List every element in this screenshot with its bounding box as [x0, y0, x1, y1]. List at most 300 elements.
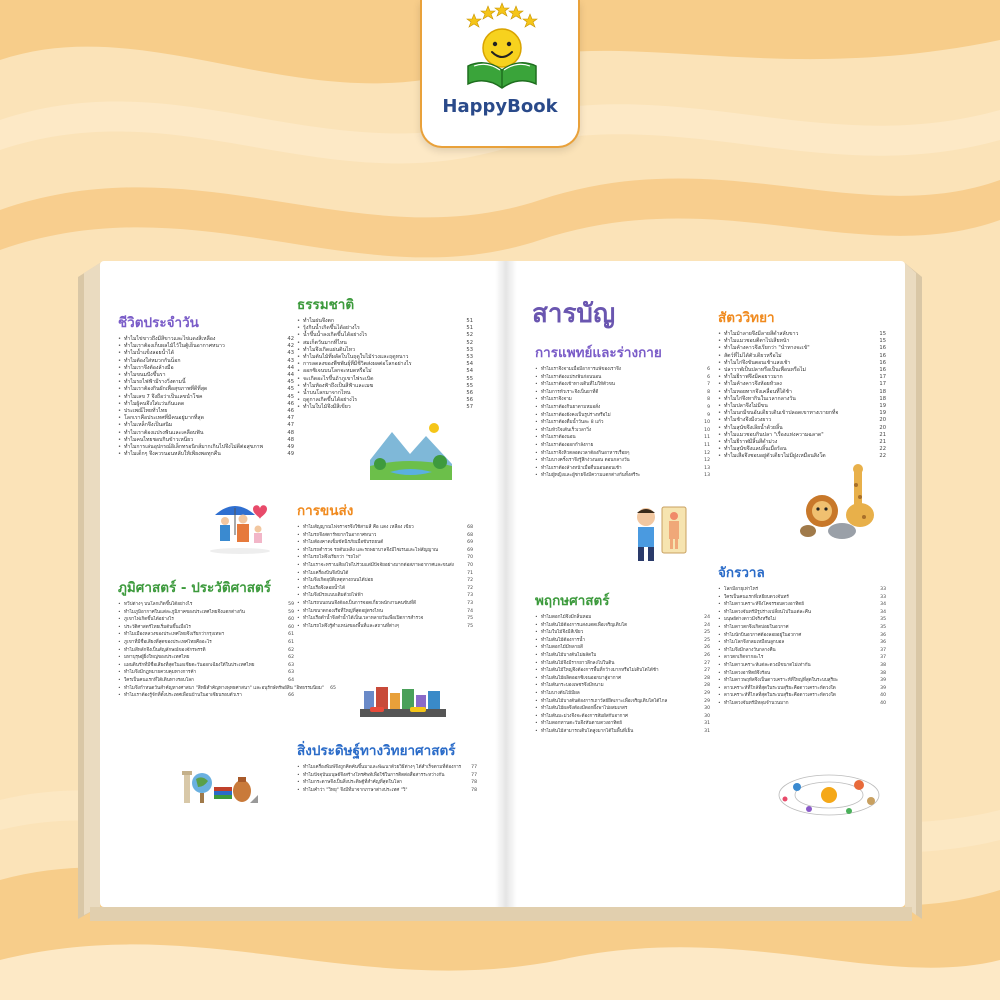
toc-page-number: 21: [879, 439, 886, 446]
toc-page-number: 45: [287, 379, 294, 386]
family-illustration: [205, 495, 275, 559]
toc-page-number: 35: [880, 617, 886, 623]
toc-page-number: 10: [704, 420, 710, 426]
toc-entry-title: ทำไมเราต้องนอน: [541, 435, 576, 441]
toc-entry: [118, 669, 294, 677]
toc-entry-title: ทำไมเราต้องรู้จักที่ตั้งประเทศเพื่อนบ้านในอาเซียนรอบตัวเรา: [124, 693, 242, 699]
bullet-icon: •: [718, 587, 721, 592]
toc-page-number: 66: [288, 693, 294, 699]
toc-entry-title: ทำไมใบไม้จึงมีสีเขียว: [303, 404, 351, 411]
toc-entry: [535, 396, 710, 404]
section-title: พฤกษศาสตร์: [535, 593, 610, 609]
toc-entry-title: ทำไมเราจึงจาม: [541, 397, 572, 403]
bullet-icon: •: [718, 431, 722, 438]
toc-entry: [118, 609, 294, 617]
bullet-icon: •: [118, 602, 121, 607]
toc-page-number: 36: [880, 632, 886, 638]
toc-page-number: 29: [704, 698, 710, 704]
bullet-icon: •: [297, 339, 301, 346]
toc-page-number: 68: [467, 532, 473, 538]
section-nature: [297, 297, 473, 412]
bullet-icon: •: [718, 640, 721, 646]
toc-entry-title: ฤดูกาลเกิดขึ้นได้อย่างไร: [303, 397, 358, 404]
toc-entry-title: น้ำบนโลกมาจากไหน: [303, 390, 351, 397]
toc-entry: [297, 532, 473, 540]
toc-entry: [718, 586, 886, 594]
toc-entry-title: ทำไมม้าลายจึงมีลายสีดำสลับขาว: [724, 331, 799, 337]
toc-page-number: 31: [704, 721, 710, 727]
bullet-icon: •: [718, 395, 722, 402]
bullet-icon: •: [718, 374, 722, 381]
toc-page-number: 64: [288, 677, 294, 683]
toc-entry: [718, 353, 886, 360]
toc-entry-title: ทำไมรถจึงสตาร์ทยากในอากาศหนาว: [303, 532, 377, 538]
toc-entry-title: ทำไมขนาดกองเรือที่ใหญ่ที่สุดอยู่ตรงไหน: [303, 608, 384, 614]
toc-entry: [535, 450, 710, 458]
toc-entry-title: ทำไมไก่จึงหากินในเวลากลางวัน: [724, 395, 796, 402]
toc-page-number: 24: [704, 622, 710, 628]
bullet-icon: •: [718, 655, 721, 661]
toc-entry: [118, 692, 294, 700]
bullet-icon: •: [718, 602, 721, 608]
toc-page-number: 47: [287, 415, 294, 422]
toc-entry-title: ทำไมท้องฟ้าถึงเป็นสีฟ้าและเมฆ: [303, 382, 374, 389]
toc-entry-title: ทำไมรถไฟฟ้ามีรางวิ่งตามนี้: [124, 379, 186, 386]
toc-entry: [118, 451, 294, 458]
bullet-icon: •: [297, 772, 300, 778]
toc-page-number: 18: [879, 395, 886, 402]
toc-page-number: 77: [471, 772, 477, 778]
toc-entry-title: ทำไมจึงเกิดอุบัติเหตุทางถนนได้บ่อย: [303, 578, 374, 584]
toc-page-number: 44: [287, 364, 294, 371]
toc-entry-title: ทำไมต้องใส่หมวกกันน็อก: [124, 357, 181, 364]
bullet-icon: •: [297, 555, 300, 561]
toc-entry-title: ทำไมจึงกำหนดวันสำคัญทางศาสนา "สิทธิสำคัญทางพุทธศาสนา" และอนุรักษ์ทรัพย์สิน "อิทธรรมนิยม": [124, 685, 324, 691]
bullet-icon: •: [535, 458, 538, 464]
toc-entry: [297, 570, 473, 578]
toc-entry: [297, 383, 473, 390]
toc-page-number: 42: [287, 343, 294, 350]
toc-entry: [718, 396, 886, 403]
bullet-icon: •: [118, 429, 122, 436]
toc-page-number: 59: [288, 602, 294, 607]
toc-entry: [118, 437, 294, 444]
bullet-icon: •: [297, 382, 301, 389]
toc-entry: [718, 417, 886, 424]
toc-entry-title: ทำไมจึงเกิดแผ่นดินไหว: [303, 346, 356, 353]
bullet-icon: •: [535, 660, 538, 666]
toc-entry-title: ทำไมต้นไม้บางต้นต้องการเถาวัลย์ยึดเกาะเพื่อเจริญเติบโตได้ไกล: [541, 698, 668, 704]
toc-entry-title: รุ้งกินน้ำเกิดขึ้นได้อย่างไร: [303, 325, 360, 332]
toc-page-number: 48: [287, 436, 294, 443]
toc-entry-title: ทำไมคนไทยชอบกินข้าวเหนียว: [124, 436, 194, 443]
bullet-icon: •: [718, 685, 721, 691]
toc-page-number: 54: [466, 368, 473, 375]
toc-entry: [718, 360, 886, 367]
toc-entry: [118, 430, 294, 437]
section-title: ธรรมชาติ: [297, 297, 355, 313]
bullet-icon: •: [118, 624, 121, 630]
toc-entry-title: ทำไมสีหลักจึงเป็นสัญลักษณ์ของจักรพรรดิ: [124, 647, 206, 653]
toc-page-number: 77: [471, 765, 477, 770]
bullet-icon: •: [118, 677, 121, 683]
toc-entry-title: ทำไมขนมปังขึ้นรา: [124, 372, 166, 379]
toc-entry: [535, 442, 710, 450]
toc-page-number: 22: [879, 446, 886, 453]
bullet-icon: •: [718, 403, 722, 410]
bullet-icon: •: [718, 624, 721, 630]
toc-entry-title: การลดลงของพืชพันธุ์ที่มีชีวิตส่งผลต่อโลกอย่างไร: [303, 361, 412, 368]
toc-page-number: 34: [880, 602, 886, 608]
toc-entry-title: ทำไมดาวเคราะห์แต่ละดวงมีขนาดไม่เท่ากัน: [724, 662, 811, 668]
toc-page-number: 20: [879, 417, 886, 424]
toc-entry-title: แผนดินรักที่มีชื่อเสียงที่สุดในเอเชียตะวันออกเฉียงใต้ในประเทศไทย: [124, 662, 255, 668]
bullet-icon: •: [718, 446, 722, 453]
toc-entry: [535, 472, 710, 480]
bullet-icon: •: [718, 388, 722, 395]
toc-page-number: 73: [467, 600, 473, 606]
toc-entry: [118, 350, 294, 357]
toc-page-number: 19: [879, 403, 886, 410]
toc-entry-title: ทำไมเราต้องออกกำลังกาย: [541, 442, 594, 448]
toc-page-number: 63: [288, 670, 294, 676]
bullet-icon: •: [718, 352, 722, 359]
toc-entry-title: ทำไมรถไฟจึงรู้ตำแหน่งของพื้นที่และสถานที่ต่างๆ: [303, 623, 400, 629]
toc-entry: [118, 654, 294, 662]
toc-entry: [297, 539, 473, 547]
section-title: การแพทย์และร่างกาย: [535, 345, 662, 361]
toc-entry-title: ทำไมโลกจึงกลมเหมือนลูกบอล: [724, 640, 785, 646]
bullet-icon: •: [297, 532, 300, 538]
toc-page-number: 59: [288, 609, 294, 615]
bullet-icon: •: [535, 412, 538, 418]
history-objects-illustration: [180, 765, 260, 811]
toc-entry-title: ทำไมเครื่องพิมพ์จึงถูกคิดค้นขึ้นมาและพัฒนาด้วยวิธีต่างๆ ได้สำเร็จตามที่ต้องการ: [303, 765, 462, 770]
section-title: สัตววิทยา: [718, 310, 775, 326]
toc-entry: [718, 389, 886, 396]
toc-entry: [535, 404, 710, 412]
bullet-icon: •: [118, 415, 122, 422]
toc-page-number: 38: [880, 662, 886, 668]
toc-page-number: 55: [466, 375, 473, 382]
toc-entry-title: ทำไมเราต้องล้างหน้าเมื่อตื่นนอนตอนเช้า: [541, 465, 622, 471]
toc-page-number: 71: [467, 570, 473, 576]
toc-entry-title: ทำไมจึงมีรถแบบเติมด้วยไฟฟ้า: [303, 593, 364, 599]
toc-entry: [297, 592, 473, 600]
toc-entry-title: ทำไมต้นไม้ผลจึงต้องมีดอกผึ้งพาไปผสมเกสร: [541, 706, 628, 712]
bullet-icon: •: [118, 343, 122, 350]
toc-entry-title: ทำไมดวงอาทิตย์จึงร้อน: [724, 670, 771, 676]
bullet-icon: •: [718, 700, 721, 706]
toc-page-number: 54: [466, 361, 473, 368]
bullet-icon: •: [297, 623, 300, 629]
toc-entry-title: สัตว์ที่ไม่ได้ตัวเดียวหรือไม่: [724, 352, 782, 359]
toc-page-number: 37: [880, 655, 886, 661]
toc-entry: [535, 690, 710, 698]
toc-page-number: 62: [288, 647, 294, 653]
section-title: ชีวิตประจำวัน: [118, 315, 199, 331]
toc-page-number: 61: [288, 639, 294, 645]
toc-page-number: 40: [880, 700, 886, 706]
bullet-icon: •: [718, 662, 721, 668]
toc-list: [297, 318, 473, 412]
bullet-icon: •: [297, 608, 300, 614]
toc-page-number: 65: [330, 685, 336, 691]
toc-page-number: 25: [704, 637, 710, 643]
happybook-logo-icon: [422, 0, 582, 96]
bullet-icon: •: [535, 668, 538, 674]
toc-entry: [297, 585, 473, 593]
toc-entry: [297, 623, 473, 631]
toc-page-number: 47: [287, 422, 294, 429]
toc-page-number: 35: [880, 624, 886, 630]
toc-entry-title: ทำไมดอกทานตะวันจึงหันตามดวงอาทิตย์: [541, 721, 622, 727]
toc-page-number: 70: [467, 562, 473, 568]
toc-page-number: 53: [466, 354, 473, 361]
bullet-icon: •: [297, 562, 300, 568]
toc-page-number: 39: [880, 678, 886, 684]
toc-entry: [297, 368, 473, 375]
toc-entry: [297, 554, 473, 562]
toc-entry-title: ทำไมต้นไม้ต้องการน้ำ: [541, 637, 585, 643]
toc-page-number: 9: [707, 404, 710, 410]
bullet-icon: •: [297, 354, 301, 361]
toc-page-number: 26: [704, 645, 710, 651]
toc-page-number: 57: [466, 404, 473, 411]
brand-logo-card: [420, 0, 580, 148]
bullet-icon: •: [535, 622, 538, 628]
toc-page-number: 16: [879, 367, 886, 374]
toc-entry-title: ทำไมดาวตกจึงเกิดบ่อยในอวกาศ: [724, 624, 789, 630]
toc-entry-title: ทำไมเหล็กจึงเป็นสนิม: [124, 422, 173, 429]
bullet-icon: •: [718, 359, 722, 366]
bullet-icon: •: [535, 630, 538, 636]
bullet-icon: •: [297, 600, 300, 606]
toc-entry: [297, 577, 473, 585]
toc-entry-title: มหาบุรุษผู้ยิ่งใหญ่ของประเทศไทย: [124, 655, 190, 661]
toc-entry-title: จะเกิดอะไรขึ้นถ้าภูเขาไฟระเบิด: [303, 375, 374, 382]
bullet-icon: •: [718, 417, 722, 424]
toc-page-number: 6: [707, 374, 710, 380]
toc-entry: [718, 432, 886, 439]
toc-entry: [535, 713, 710, 721]
toc-entry-title: ทำไมใบไม้จึงมีสีเขียว: [541, 630, 584, 636]
section-medical-body: [535, 345, 710, 480]
toc-list: [297, 764, 477, 794]
bullet-icon: •: [297, 570, 300, 576]
toc-list: [118, 336, 294, 458]
toc-page-number: 39: [880, 685, 886, 691]
bullet-icon: •: [535, 645, 538, 651]
section-transport: [297, 503, 473, 630]
toc-entry-title: ทำไมสุนัขจึงเลียน้ำด้วยลิ้น: [724, 424, 783, 431]
bullet-icon: •: [718, 670, 721, 676]
toc-entry-title: ทวีปต่างๆ บนโลกเกิดขึ้นได้อย่างไร: [124, 602, 193, 607]
toc-entry-title: ทำไมยีราฟจึงมีคอยาวมาก: [724, 374, 783, 381]
bullet-icon: •: [297, 540, 300, 546]
toc-page-number: 51: [466, 325, 473, 332]
toc-page-number: 42: [287, 336, 294, 342]
toc-list: [718, 586, 886, 708]
toc-entry: [118, 631, 294, 639]
bullet-icon: •: [118, 617, 121, 623]
toc-entry-title: ทำไมช้างจึงมีงวงยาว: [724, 417, 772, 424]
bullet-icon: •: [718, 617, 721, 623]
toc-page-number: 34: [880, 609, 886, 615]
toc-entry-title: ทำไมหอยทากจึงเคลื่อนที่ได้ช้า: [724, 388, 792, 395]
open-book: [70, 255, 930, 923]
toc-entry-title: ทำไมกระดาษจึงเป็นสิ่งประดิษฐ์ที่สำคัญที่สุดในโลก: [303, 780, 402, 786]
toc-entry-title: ทำไมต้นไม้สามารถเติบโตสูงมากได้ในพื้นที่เย็น: [541, 728, 634, 734]
toc-entry: [718, 685, 886, 693]
toc-entry: [535, 705, 710, 713]
toc-entry: [535, 682, 710, 690]
toc-entry-title: ทำไมค้างคาวจึงห้อยหัวลง: [724, 381, 782, 388]
toc-page-number: 46: [287, 408, 294, 415]
toc-entry-title: ทำไมเราต้องยังคงเป็นรูปร่างหรือไม่: [541, 412, 611, 418]
toc-entry-title: ทำไมไข่ขาวถึงมีสีขาวและไข่แดงสีเหลือง: [124, 336, 216, 342]
toc-page-number: 75: [467, 616, 473, 622]
toc-entry: [297, 562, 473, 570]
toc-page-number: 18: [879, 388, 886, 395]
toc-page-number: 33: [880, 587, 886, 592]
toc-page-number: 7: [707, 382, 710, 388]
bullet-icon: •: [718, 594, 721, 600]
nature-landscape-illustration: [370, 420, 452, 484]
toc-page-number: 49: [287, 451, 294, 458]
toc-page-number: 72: [467, 578, 473, 584]
solar-system-illustration: [775, 765, 883, 827]
toc-entry-title: ดาวเคราะห์ที่ไกลที่สุดในระบบสุริยะคือดาวเคราะห์ดวงใด: [724, 693, 836, 699]
bullet-icon: •: [118, 422, 122, 429]
toc-entry: [297, 524, 473, 532]
toc-entry-title: ทำไมนกมีขนอันเดียวเดินเข้าปลอดเขาทางเรายกที่จ: [724, 410, 839, 417]
toc-page-number: 43: [287, 357, 294, 364]
city-traffic-illustration: [360, 687, 446, 721]
bullet-icon: •: [297, 361, 301, 368]
toc-entry-title: ทำไมนักบินอวกาศต้องลอยอยู่ในอวกาศ: [724, 632, 802, 638]
toc-entry-title: ทำไมน้ำแข็งลอยน้ำได้: [124, 350, 175, 357]
toc-page-number: 43: [287, 350, 294, 357]
toc-entry-title: ทำไมต้นไม้จึงมีรากยาวลึกลงไปในดิน: [541, 660, 615, 666]
toc-entry: [297, 600, 473, 608]
toc-page-number: 37: [880, 647, 886, 653]
toc-entry-title: ทำไมเรือดำน้ำจึงดำน้ำได้เป็นเวลาหลายวันเพื่อเปิดการสำรวจ: [303, 616, 424, 622]
toc-entry: [535, 720, 710, 728]
bullet-icon: •: [118, 685, 121, 691]
toc-page-number: 73: [467, 593, 473, 599]
toc-entry: [297, 347, 473, 354]
toc-entry: [718, 647, 886, 655]
toc-page-number: 70: [467, 555, 473, 561]
toc-page-number: 45: [287, 386, 294, 393]
book-gutter: [495, 261, 517, 907]
toc-entry-title: ออกซิเจนบนโลกจะหมดหรือไม่: [303, 368, 372, 375]
bullet-icon: •: [297, 616, 300, 622]
bullet-icon: •: [297, 525, 300, 530]
toc-page-number: 61: [288, 632, 294, 638]
toc-entry-title: ทำไมต้นไม้ใหญ่จึงต้องการพื้นที่กว้างมากหรือไม่เติบโตได้ช้า: [541, 668, 659, 674]
toc-page-number: 24: [704, 615, 710, 620]
toc-page-number: 25: [704, 630, 710, 636]
bullet-icon: •: [535, 389, 538, 395]
toc-entry-title: ทำไมฝนจึงตก: [303, 318, 335, 324]
toc-entry-title: ดาวเคราะห์ที่ใกล้ที่สุดในระบบสุริยะคือดาวเคราะห์ดวงใด: [724, 685, 836, 691]
bullet-icon: •: [297, 578, 300, 584]
bullet-icon: •: [118, 436, 122, 443]
toc-entry-title: ทำไมดอกไม้จึงมีกลิ่นหอม: [541, 615, 592, 620]
toc-entry-title: ทำไมแมวชอบตีตาไปเสียหน้า: [724, 338, 790, 345]
toc-entry: [118, 616, 294, 624]
toc-entry: [535, 675, 710, 683]
bullet-icon: •: [118, 693, 121, 699]
bullet-icon: •: [718, 609, 721, 615]
toc-entry: [535, 412, 710, 420]
bullet-icon: •: [535, 675, 538, 681]
toc-entry-title: ทำไมการเล่นอุปกรณ์อิเล็กทรอนิกส์มากเกินไปจึงไม่ดีต่อสุขภาพ: [124, 444, 263, 451]
toc-entry: [718, 453, 886, 460]
section-botany: [535, 593, 710, 736]
bullet-icon: •: [535, 435, 538, 441]
toc-page-number: 33: [880, 594, 886, 600]
bullet-icon: •: [535, 652, 538, 658]
toc-entry: [118, 358, 294, 365]
bullet-icon: •: [535, 367, 538, 372]
bullet-icon: •: [535, 683, 538, 689]
toc-entry: [118, 677, 294, 685]
toc-page-number: 78: [471, 787, 477, 793]
bullet-icon: •: [718, 678, 721, 684]
toc-list: [535, 366, 710, 480]
toc-entry: [535, 644, 710, 652]
toc-entry-title: สมเก็ตวันมากที่ไหน: [303, 339, 347, 346]
toc-page-number: 11: [704, 435, 710, 441]
section-title: จักรวาล: [718, 565, 765, 581]
toc-page-number: 16: [879, 345, 886, 352]
toc-entry: [535, 698, 710, 706]
toc-entry-title: ทำไมเราต้องดื่มน้ำวันละ 8 แก้ว: [541, 420, 604, 426]
toc-entry: [118, 601, 294, 609]
toc-page-number: 62: [288, 655, 294, 661]
toc-entry: [118, 401, 294, 408]
toc-entry-title: ทำไมรถตำรวจ รถดับเพลิง และรถพยาบาลจึงมีไซเรนและไฟสัญญาณ: [303, 547, 439, 553]
toc-page-number: 10: [704, 427, 710, 433]
toc-entry: [718, 624, 886, 632]
toc-entry: [718, 632, 886, 640]
bullet-icon: •: [297, 318, 301, 324]
bullet-icon: •: [297, 585, 300, 591]
toc-page-number: 36: [880, 640, 886, 646]
bullet-icon: •: [118, 379, 122, 386]
bullet-icon: •: [118, 655, 121, 661]
bullet-icon: •: [535, 442, 538, 448]
bullet-icon: •: [118, 632, 121, 638]
toc-entry-title: ทำไมต้นไม้บางต้นไม่ผลัดใบ: [541, 652, 597, 658]
toc-entry: [718, 700, 886, 708]
toc-entry: [718, 662, 886, 670]
toc-page-number: 21: [879, 431, 886, 438]
toc-entry-title: ทำไมไก่จึงขันตอนเช้าแสงเช้า: [724, 359, 791, 366]
toc-entry: [718, 609, 886, 617]
toc-entry-title: ทำไมเสือจึงชอบอยู่ตัวเดียวไม่มีฝูงเหมือนสิงโต: [724, 453, 826, 460]
toc-page-number: 15: [879, 331, 886, 337]
bullet-icon: •: [118, 647, 121, 653]
toc-entry: [718, 670, 886, 678]
toc-page-number: 55: [466, 382, 473, 389]
toc-entry: [535, 419, 710, 427]
bullet-icon: •: [297, 325, 301, 332]
toc-page-number: 53: [466, 346, 473, 353]
